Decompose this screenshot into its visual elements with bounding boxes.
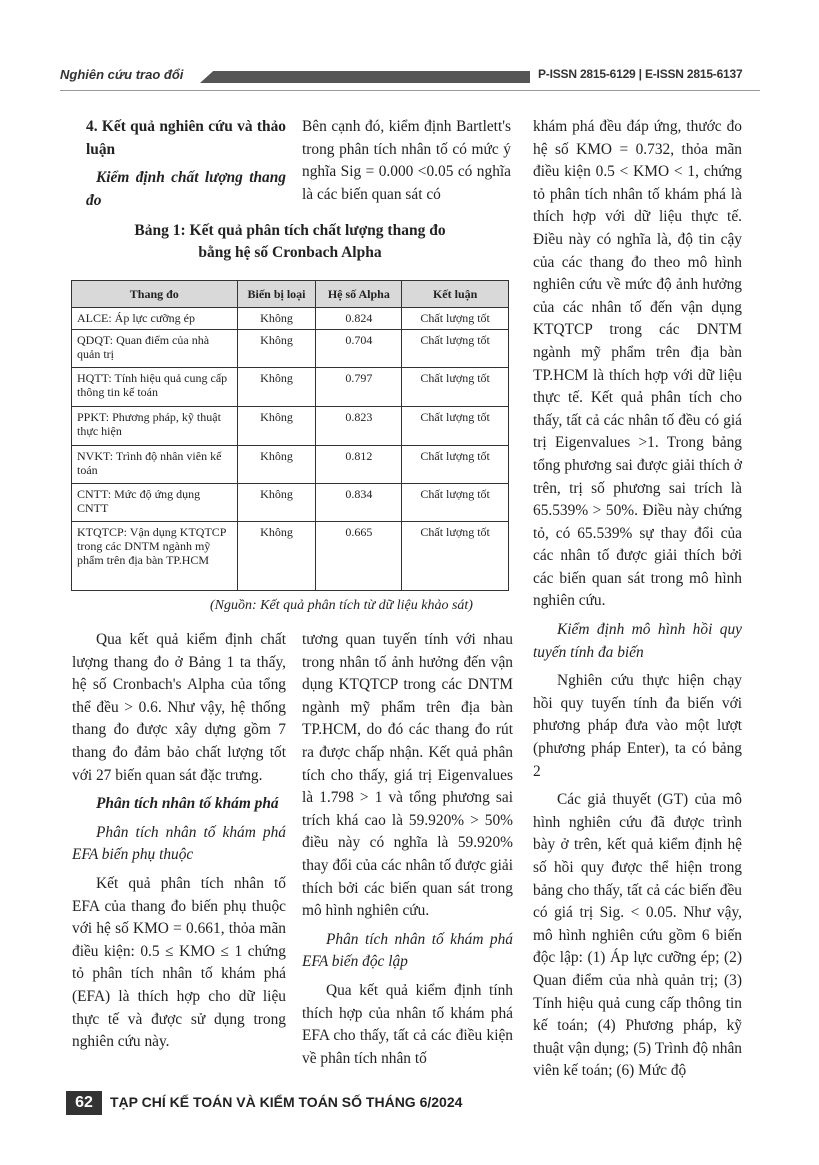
paragraph: Kết quả phân tích nhân tố EFA của thang đo biến phụ thuộc với hệ số KMO = 0.661, thỏa mãn điều kiện: 0.5 ≤ KMO ≤ 1 chứng tỏ phân tích nhân tố khám phá (EFA) là thích hợp cho dữ liệu thực tế và được sử dụng trong nghiên cứu này. [72, 874, 286, 1051]
table-cell: Không [237, 330, 316, 368]
table-cell: 0.704 [316, 330, 402, 368]
journal-name: TẠP CHÍ KẾ TOÁN VÀ KIỂM TOÁN SỐ THÁNG 6/2024 [110, 1094, 463, 1110]
table-cell: Chất lượng tốt [402, 522, 509, 591]
col1-top [86, 116, 286, 218]
paragraph: Nghiên cứu thực hiện chạy hồi quy tuyến tính đa biến với phương pháp đưa vào một lượt (phương pháp Enter), ta có bảng 2 [533, 672, 742, 780]
subsection-heading: Phân tích nhân tố khám phá [96, 795, 279, 813]
table-row [72, 330, 509, 368]
table-cell: Chất lượng tốt [402, 368, 509, 407]
table-cell: HQTT: Tính hiệu quả cung cấp thông tin kế toán [72, 368, 238, 407]
table-cell: Chất lượng tốt [402, 330, 509, 368]
table-title [70, 220, 510, 264]
table-header-row [72, 281, 509, 308]
table-cell: 0.797 [316, 368, 402, 407]
issn-label: P-ISSN 2815-6129 | E-ISSN 2815-6137 [538, 67, 743, 81]
paragraph: Bên cạnh đó, kiểm định Bartlett's trong phân tích nhân tố có mức ý nghĩa Sig = 0.000 <0.05 có nghĩa là các biến quan sát có [302, 118, 511, 203]
table-cell: CNTT: Mức độ ứng dụng CNTT [72, 484, 238, 522]
subsection-heading: Phân tích nhân tố khám phá EFA biến phụ thuộc [72, 823, 286, 864]
paragraph: Qua kết quả kiểm định tính thích hợp của nhân tố khám phá EFA cho thấy, tất cả các điều kiện về phân tích nhân tố [302, 981, 513, 1067]
cronbach-table [71, 280, 509, 591]
table-cell: Không [237, 407, 316, 446]
paragraph: Qua kết quả kiểm định chất lượng thang đo ở Bảng 1 ta thấy, hệ số Cronbach's Alpha của tổng thể đều > 0.6. Như vậy, hệ thống thang đo được xây dựng gồm 7 thang đo đảm bảo chất lượng tốt với 27 biến quan sát đặc trưng. [72, 631, 286, 784]
table-cell: Chất lượng tốt [402, 308, 509, 330]
table-cell: KTQTCP: Vận dụng KTQTCP trong các DNTM ngành mỹ phẩm trên địa bàn TP.HCM [72, 522, 238, 591]
table-cell: 0.823 [316, 407, 402, 446]
subsection-heading: Phân tích nhân tố khám phá EFA biến độc lập [302, 930, 513, 971]
table-row [72, 446, 509, 484]
table-cell: 0.812 [316, 446, 402, 484]
table-row [72, 484, 509, 522]
header-cell: Thang đo [72, 281, 238, 308]
section-heading: 4. Kết quả nghiên cứu và thảo luận [86, 118, 286, 158]
col1-bottom [72, 629, 286, 1060]
col2-top [302, 116, 511, 212]
table-cell: PPKT: Phương pháp, kỹ thuật thực hiện [72, 407, 238, 446]
table-cell: 0.665 [316, 522, 402, 591]
section-label: Nghiên cứu trao đổi [60, 67, 184, 82]
table-cell: Không [237, 368, 316, 407]
table-title-line1: Bảng 1: Kết quả phân tích chất lượng thang đo [134, 222, 446, 239]
table-cell: Chất lượng tốt [402, 407, 509, 446]
table-cell: Không [237, 522, 316, 591]
table-cell: NVKT: Trình độ nhân viên kế toán [72, 446, 238, 484]
table-row [72, 407, 509, 446]
paragraph: Các giả thuyết (GT) của mô hình nghiên cứu đã được trình bày ở trên, kết quả kiểm định hệ số hồi quy được thể hiện trong bảng cho thấy, tất cả các biến đều có giá trị Sig. < 0.05. Như vậy, mô hình nghiên cứu gồm 6 biến độc lập: (1) Áp lực cưỡng ép; (2) Quan điểm của nhà quản trị; (3) Tính hiệu quả cung cấp thông tin kế toán; (4) Phương pháp, kỹ thuật vận dụng; (5) Trình độ nhân viên kế toán; (6) Mức độ [533, 791, 742, 1080]
paragraph: tương quan tuyến tính với nhau trong nhân tố ảnh hưởng đến vận dụng KTQTCP trong các DNTM ngành mỹ phẩm trên địa bàn TP.HCM, do đó các thang đo rút ra được chấp nhận. Kết quả phân tích cho thấy, giá trị Eigenvalues là 1.798 > 1 và tổng phương sai trích khá cao là 59.920% > 50% điều này có nghĩa là 59.920% thay đổi của các nhân tố được giải thích bởi các biến quan sát trong mô hình nghiên cứu. [302, 631, 513, 920]
table-title-line2: bằng hệ số Cronbach Alpha [198, 244, 382, 261]
table-cell: 0.824 [316, 308, 402, 330]
paragraph: khám phá đều đáp ứng, thước đo hệ số KMO = 0.732, thỏa mãn điều kiện 0.5 < KMO < 1, chứng tỏ phân tích nhân tố khám phá là thích hợp với dữ liệu thực tế. Điều này có nghĩa là, độ tin cậy của các thang đo theo mô hình nghiên cứu về mức độ ảnh hưởng của các nhân tố đến vận dụng KTQTCP trong các DNTM ngành mỹ phẩm trên địa bàn TP.HCM là thích hợp với dữ liệu thực tế. Kết quả phân tích cho thấy, tất cả các nhân tố đều có giá trị Eigenvalues >1. Trong bảng tổng phương sai được giải thích ở trên, trị số phương sai trích là 65.539% > 50%. Điều này chứng tỏ, có 65.539% sự thay đổi của các nhân tố được giải thích bởi các biến quan sát trong mô hình nghiên cứu. [533, 118, 742, 610]
subsection-heading: Kiểm định mô hình hồi quy tuyến tính đa biến [533, 621, 742, 661]
table-source: (Nguồn: Kết quả phân tích từ dữ liệu khảo sát) [210, 598, 473, 613]
table-row [72, 368, 509, 407]
col2-bottom [302, 629, 513, 1076]
table-cell: Không [237, 446, 316, 484]
col3 [533, 116, 742, 1089]
header-cell: Biến bị loại [237, 281, 316, 308]
table-cell: 0.834 [316, 484, 402, 522]
table-row [72, 308, 509, 330]
header-bar [200, 71, 530, 83]
table-cell: ALCE: Áp lực cưỡng ép [72, 308, 238, 330]
header-divider [60, 90, 760, 91]
table-cell: QDQT: Quan điểm của nhà quản trị [72, 330, 238, 368]
table-cell: Không [237, 484, 316, 522]
table-cell: Chất lượng tốt [402, 484, 509, 522]
header-cell: Hệ số Alpha [316, 281, 402, 308]
table-cell: Không [237, 308, 316, 330]
subsection-heading: Kiểm định chất lượng thang đo [86, 169, 286, 209]
table-cell: Chất lượng tốt [402, 446, 509, 484]
table-row [72, 522, 509, 591]
header-cell: Kết luận [402, 281, 509, 308]
page-number: 62 [66, 1091, 102, 1115]
